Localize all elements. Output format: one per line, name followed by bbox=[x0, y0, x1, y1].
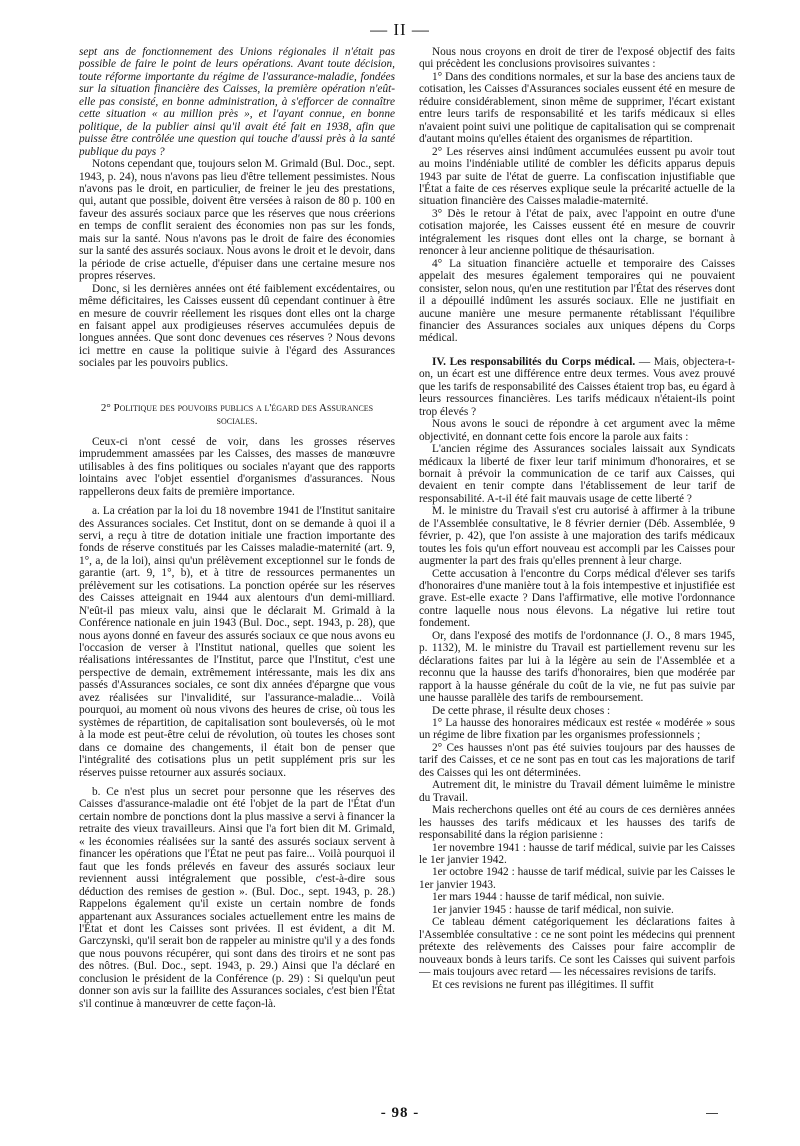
paragraph: Mais recherchons quelles ont été au cours de ces dernières années les hausses des tarifs médicaux et les hausses des tarifs de responsabilité dans la région parisienne : bbox=[419, 804, 735, 842]
date-entry: 1er octobre 1942 : hausse de tarif médical, suivie par les Caisses le 1er janvier 1943. bbox=[419, 866, 735, 891]
list-item: 2° Ces hausses n'ont pas été suivies toujours par des hausses de tarif des Caisses, et ce ne sont pas en tout cas les majorations de tarif des Caisses qui les ont déterminées. bbox=[419, 741, 735, 779]
section-heading-paragraph: IV. Les responsabilités du Corps médical. — Mais, objectera-t-on, un écart est une différence entre deux termes. Vous avez prouvé que les tarifs de responsabilité des Caisses étaient trop bas, eu égard à leurs ressources financières. Les tarifs médicaux n'étaient-ils point trop élevés ? bbox=[419, 355, 735, 418]
paragraph: Notons cependant que, toujours selon M. Grimald (Bul. Doc., sept. 1943, p. 24), nous n'avons pas lieu d'être tellement pessimistes. Nous n'avons pas le droit, en particulier, de freiner le jeu des prestations, qui, autant que possible, doivent être versées à raison de 80 p. 100 en faveur des assurés sociaux parce que les réserves que nous créerions en temps de conflit seraient des économies non pas sur les fonds, mais sur la santé. Nous n'avons pas le droit de faire des économies sur la santé des assurés sociaux. Nous avons le droit et le devoir, dans la période de crise actuelle, d'épuiser dans une certaine mesure nos propres réserves. bbox=[79, 158, 395, 283]
page-number: 98 bbox=[391, 1105, 409, 1121]
left-column bbox=[79, 46, 395, 1106]
paragraph: Donc, si les dernières années ont été faiblement excédentaires, ou même déficitaires, les Caisses eussent dû cependant continuer à être en mesure de couvrir réellement les risques dont elles ont la charge en faisant appel aux prodigieuses réserves accumulées depuis de longues années. Que sont donc devenues ces réserves ? Nous devons ici mettre en cause la politique suivie à l'égard des Assurances sociales par les pouvoirs publics. bbox=[79, 282, 395, 370]
paragraph: L'ancien régime des Assurances sociales laissait aux Syndicats médicaux la liberté de fixer leur tarif minimum d'honoraires, et se bornait à prévoir la communication de ce tarif aux Caisses, qui devaient en tenir compte dans l'établissement de leur tarif de responsabilité. A-t-il été fait mauvais usage de cette liberté ? bbox=[419, 443, 735, 505]
list-item: 4° La situation financière actuelle et temporaire des Caisses appelait des mesures également temporaires qui ne pouvaient consister, selon nous, qu'en une restitution par l'État des réserves dont il a dépouillé indûment les assurés sociaux. Elle ne justifiait en aucune manière une mesure permanente rétablissant l'équilibre financier des Assurances sociales aux uniques dépens du Corps médical. bbox=[419, 257, 735, 345]
date-entry: 1er janvier 1945 : hausse de tarif médical, non suivie. bbox=[432, 903, 674, 916]
paragraph: sept ans de fonctionnement des Unions régionales il n'était pas possible de faire le point de leurs opérations. Avant toute décision, toute réforme importante du régime de l'assurance-maladie, fondées sur la situation financière des Caisses, la première opération n'eût-elle pas consisté, en bonne administration, à s'efforcer de connaître cette situation « au million près », et l'ayant connue, en bonne politique, de la publier ainsi qu'il avait été fait en 1938, afin que puisse être contrôlée une question qui touche d'aussi près à la santé publique du pays ? bbox=[79, 46, 395, 158]
date-entry: 1er mars 1944 : hausse de tarif médical, non suivie. bbox=[432, 891, 665, 904]
paragraph: b. Ce n'est plus un secret pour personne que les réserves des Caisses d'assurance-maladie ont été l'objet de la part de l'État d'un certain nombre de ponctions dont la plus massive a servi à financer la retraite des vieux travailleurs. Ainsi que l'a fort bien dit M. Grimald, « les économies réalisées sur la santé des assurés sociaux servent à financer les opérations que l'État ne peut pas faire... Voilà pourquoi il faut que les fonds prélevés en faveur des assurés sociaux leur reviennent aussi intégralement que possible, c'est-à-dire sous déduction des remises de gestion ». (Bul. Doc., sept. 1943, p. 28.) Rappelons également qu'il existe un certain nombre de fonds appartenant aux Assurances sociales actuellement entre les mains de l'État et dont les Caisses sont privées. Il est évident, a dit M. Garczynski, qu'il serait bon de rappeler au ministre qu'il y a des fonds que nous pouvons récupérer, qui sont dans des tiroirs et ne sont pas des nôtres. (Bul. Doc., sept. 1943, p. 29.) Ainsi que l'a déclaré en conclusion le président de la Conférence (p. 29) : Si quelqu'un peut donner son avis sur la faillite des Assurances sociales, c'est bien l'État s'il continue à manœuvrer de cette façon-là. bbox=[79, 786, 395, 1010]
list-item: 1° Dans des conditions normales, et sur la base des anciens taux de cotisation, les Caisses d'Assurances sociales eussent été en mesure de réduire considérablement, sinon même de supprimer, l'écart existant entre leurs tarifs de responsabilité et les tarifs médicaux si elles n'avaient point suivi une politique de capitalisation qui se comprenait d'autant moins qu'elles étaient des organismes de répartition. bbox=[419, 70, 735, 146]
list-item: 3° Dès le retour à l'état de paix, avec l'appoint en outre d'une cotisation majorée, les Caisses eussent été en mesure de couvrir intégralement les risques dont elles ont la charge, se bornant à renoncer à leur ancienne politique de thésaurisation. bbox=[419, 207, 735, 258]
list-item: 1° La hausse des honoraires médicaux est restée « modérée » sous un régime de libre fixation par les organismes professionnels ; bbox=[419, 717, 735, 742]
paragraph: Autrement dit, le ministre du Travail dément luimême le ministre du Travail. bbox=[419, 779, 735, 804]
page-header: — II — bbox=[370, 20, 430, 39]
paragraph: Ceux-ci n'ont cessé de voir, dans les grosses réserves imprudemment amassées par les Caisses, des masses de manœuvre utilisables à des fins politiques ou sociales n'ayant que des rapports lointains avec l'objet essentiel d'organismes d'assurances. Nous rappellerons deux faits de première importance. bbox=[79, 435, 395, 498]
paragraph: M. le ministre du Travail s'est cru autorisé à affirmer à la tribune de l'Assemblée consultative, le 8 février dernier (Déb. Assemblée, 9 février, p. 42), que l'on assiste à une majoration des tarifs médicaux toutes les fois qu'un effort nouveau est accompli par les Caisses pour augmenter la part des frais qu'elles prennent à leur charge. bbox=[419, 505, 735, 568]
paragraph: Or, dans l'exposé des motifs de l'ordonnance (J. O., 8 mars 1945, p. 1132), M. le ministre du Travail est partiellement revenu sur les déclarations faites par lui à la légère au sein de l'Assemblée et a reconnu que la hausse des tarifs d'honoraires, bien que modérée par rapport à la hausse générale du coût de la vie, ne fut pas suivie par une hausse parallèle des tarifs de remboursement. bbox=[419, 629, 735, 705]
page-footer: - 98 - bbox=[380, 1105, 420, 1121]
paragraph: Nous nous croyons en droit de tirer de l'exposé objectif des faits qui précèdent les conclusions provisoires suivantes : bbox=[419, 46, 735, 71]
paragraph: a. La création par la loi du 18 novembre 1941 de l'Institut sanitaire des Assurances sociales. Cet Institut, dont on se demande à quoi il a servi, a reçu à titre de dotation initiale une fraction importante des fonds de réserve constitués par les Caisses maladie-maternité (art. 9, 1°, a, de la loi), ainsi qu'un prélèvement exceptionnel sur le fonds de garantie (art. 9, 1°, b), et à titre de ressources permanentes un prélèvement sur les cotisations. La ponction opérée sur les réserves des Caisses atteignait en 1944 aux alentours d'un demi-milliard. N'eût-il pas mieux valu, ainsi que le déclarait M. Grimald à la Conférence nationale en juin 1943 (Bul. Doc., sept. 1943, p. 28), que nous ayons donné en faveur des assurés sociaux ce que nous avons eu l'occasion de verser à l'Institut national, quelles que soient les réalisations intéressantes de l'Institut, parce que l'Institut, c'est une perspective de demain, extrêmement intéressante, mais les dix ans passés d'Assurances sociales, ce sont dix années d'épargne que vous avez réalisées sur l'invalidité, sur l'assurance-maladie... Voilà pourquoi, au moment où nous vivons des heures de crise, où tous les systèmes de répartition, de capitalisation sont bouleversés, où le mot à la mode est peut-être celui de révolution, où toutes les choses sont dans ce domaine des changements, il était bon de penser que l'intégralité des cotisations plus un petit supplément pris sur les réserves puisse retourner aux assurés sociaux. bbox=[79, 505, 395, 779]
paragraph: Ce tableau dément catégoriquement les déclarations faites à l'Assemblée consultative : ce ne sont point les médecins qui prennent prétexte des relèvements des Caisses pour faire accomplir de nouveaux bonds à leurs tarifs. Ce sont les Caisses qui suivent parfois — mais toujours avec retard — les nécessaires revisions de tarifs. bbox=[419, 916, 735, 979]
list-item: 2° Les réserves ainsi indûment accumulées eussent pu avoir tout au moins l'indéniable utilité de combler les déficits apparus depuis 1943 par suite de l'état de guerre. La confiscation injustifiable que l'État a faite de ces réserves explique seule la précarité actuelle de la situation financière des Caisses maladie-maternité. bbox=[419, 145, 735, 208]
right-column bbox=[419, 46, 735, 1106]
date-entry: 1er novembre 1941 : hausse de tarif médical, suivie par les Caisses le 1er janvier 1942. bbox=[419, 841, 735, 866]
printer-mark bbox=[706, 1113, 718, 1114]
paragraph: Nous avons le souci de répondre à cet argument avec la même objectivité, en donnant cette fois encore la parole aux faits : bbox=[419, 418, 735, 443]
paragraph: Cette accusation à l'encontre du Corps médical d'élever ses tarifs d'honoraires d'une manière tout à la fois intempestive et injustifiée est grave. Est-elle exacte ? Dans l'affirmative, elle motive l'ordonnance contre laquelle nous nous élevons. La négative lui retire tout fondement. bbox=[419, 567, 735, 630]
section-heading: IV. Les responsabilités du Corps médical. bbox=[432, 355, 636, 368]
section-heading: 2° Politique des pouvoirs publics a l'égard des Assurances sociales. bbox=[100, 401, 374, 427]
paragraph: Et ces revisions ne furent pas illégitimes. Il suffit bbox=[432, 978, 654, 991]
paragraph: De cette phrase, il résulte deux choses : bbox=[432, 704, 611, 717]
